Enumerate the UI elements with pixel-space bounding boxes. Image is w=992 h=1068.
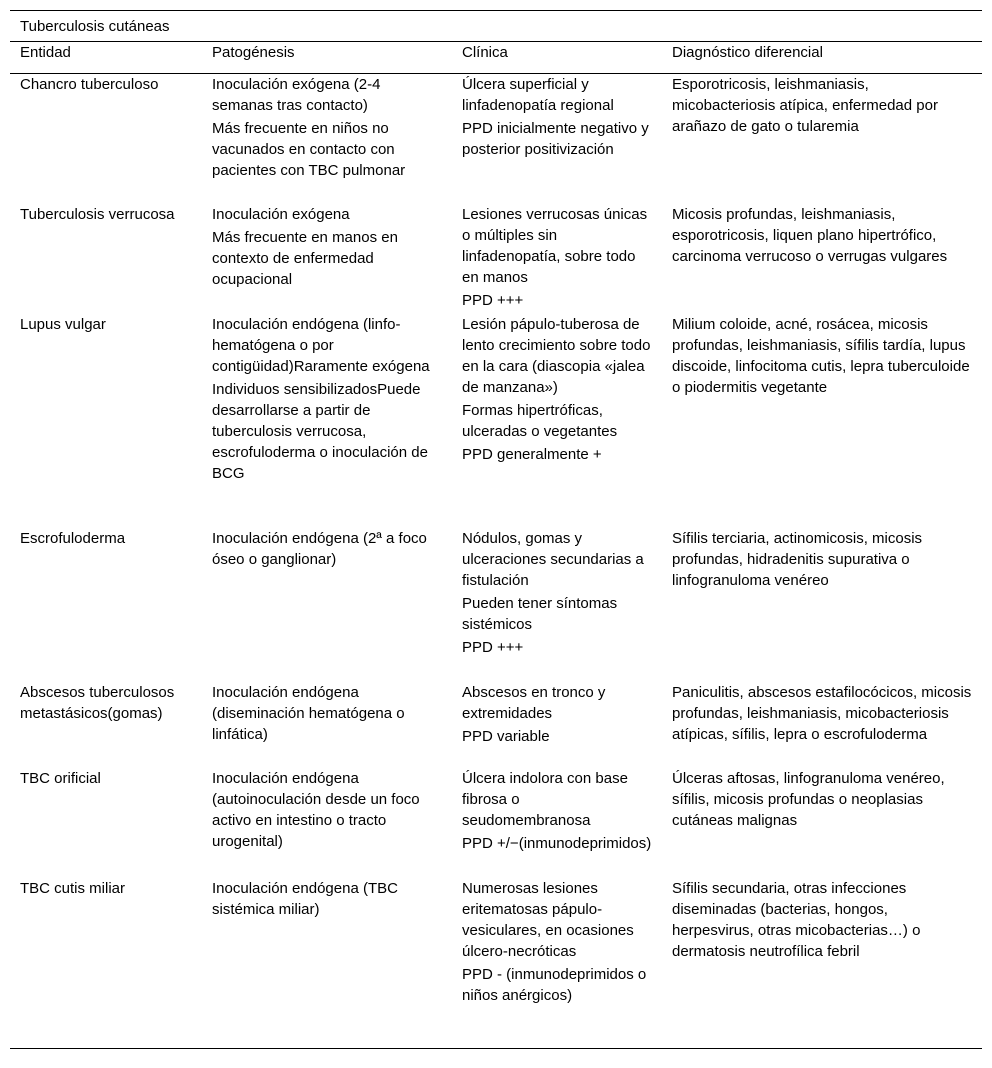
clinica-paragraph: Pueden tener síntomas sistémicos [462, 595, 618, 633]
table-row [10, 878, 982, 1048]
cell-patogenesis [202, 74, 452, 204]
table-bottom-rule [10, 1048, 982, 1049]
table-row [10, 682, 982, 768]
patogenesis-paragraph: Inoculación endógena (2ª a foco óseo o ganglionar) [212, 530, 427, 568]
entidad-text: Lupus vulgar [20, 316, 106, 333]
cell-clinica [452, 768, 662, 878]
clinica-paragraph: Úlcera indolora con base fibrosa o seudomembranosa [462, 770, 628, 829]
cell-entidad [10, 878, 202, 1048]
cell-clinica [452, 204, 662, 314]
table-caption: Tuberculosis cutáneas [10, 10, 982, 42]
entidad-text: Escrofuloderma [20, 530, 126, 547]
cell-patogenesis [202, 878, 452, 1048]
entidad-text: TBC orificial [20, 770, 101, 787]
entidad-text: Abscesos tuberculosos metastásicos(gomas) [20, 684, 175, 722]
cell-diagnostico [662, 878, 982, 1048]
diagnostico-text: Esporotricosis, leishmaniasis, micobacteriosis atípica, enfermedad por arañazo de gato o tularemia [672, 76, 938, 135]
cell-patogenesis [202, 204, 452, 314]
clinica-paragraph: PPD - (inmunodeprimidos o niños anérgicos) [462, 966, 647, 1004]
diagnostico-text: Úlceras aftosas, linfogranuloma venéreo, sífilis, micosis profundas o neoplasias cutáneas malignas [672, 770, 945, 829]
clinica-paragraph: PPD variable [462, 728, 550, 745]
diagnostico-text: Sífilis secundaria, otras infecciones diseminadas (bacterias, hongos, herpesvirus, otras micobacterias…) o dermatosis neutrofílica febril [672, 880, 921, 960]
diagnostico-text: Paniculitis, abscesos estafilocócicos, micosis profundas, leishmaniasis, micobacteriosis atípicas, sífilis, lepra o escrofuloderma [672, 684, 972, 743]
header-diagnostico: Diagnóstico diferencial [672, 44, 823, 61]
patogenesis-paragraph: Inoculación exógena (2-4 semanas tras contacto) [212, 76, 381, 114]
cell-clinica [452, 878, 662, 1048]
header-patogenesis: Patogénesis [212, 44, 295, 61]
cell-entidad [10, 682, 202, 768]
patogenesis-paragraph: Inoculación endógena (linfo-hematógena o por contigüidad)Raramente exógena [212, 316, 430, 375]
cell-clinica [452, 682, 662, 768]
table-body [10, 74, 982, 1048]
cell-diagnostico [662, 528, 982, 682]
patogenesis-paragraph: Inoculación endógena (diseminación hematógena o linfática) [212, 684, 405, 743]
clinica-paragraph: Úlcera superficial y linfadenopatía regional [462, 76, 614, 114]
cell-diagnostico [662, 74, 982, 204]
clinica-paragraph: Formas hipertróficas, ulceradas o vegetantes [462, 402, 618, 440]
table-header-row [10, 42, 982, 74]
cell-clinica [452, 74, 662, 204]
table-row [10, 528, 982, 682]
cell-clinica [452, 528, 662, 682]
clinica-paragraph: Abscesos en tronco y extremidades [462, 684, 606, 722]
patogenesis-paragraph: Inoculación exógena [212, 206, 350, 223]
cell-patogenesis [202, 528, 452, 682]
cell-patogenesis [202, 682, 452, 768]
entidad-text: Tuberculosis verrucosa [20, 206, 175, 223]
cell-entidad [10, 204, 202, 314]
clinica-paragraph: PPD generalmente + [462, 446, 602, 463]
cell-patogenesis [202, 768, 452, 878]
cell-diagnostico [662, 768, 982, 878]
clinica-paragraph: Numerosas lesiones eritematosas pápulo-vesiculares, en ocasiones úlcero-necróticas [462, 880, 634, 960]
clinica-paragraph: PPD +++ [462, 639, 524, 656]
clinica-paragraph: Lesión pápulo-tuberosa de lento crecimiento sobre todo en la cara (diascopia «jalea de manzana») [462, 316, 651, 396]
table-row [10, 314, 982, 528]
clinica-paragraph: Nódulos, gomas y ulceraciones secundarias a fistulación [462, 530, 644, 589]
patogenesis-paragraph: Inoculación endógena (autoinoculación desde un foco activo en intestino o tracto urogenital) [212, 770, 420, 850]
patogenesis-paragraph: Más frecuente en niños no vacunados en contacto con pacientes con TBC pulmonar [212, 120, 406, 179]
clinica-paragraph: PPD +/−(inmunodeprimidos) [462, 835, 652, 852]
cell-clinica [452, 314, 662, 528]
cell-entidad [10, 768, 202, 878]
table-row [10, 768, 982, 878]
table-row [10, 204, 982, 314]
cell-diagnostico [662, 204, 982, 314]
clinica-paragraph: PPD +++ [462, 292, 524, 309]
cell-entidad [10, 74, 202, 204]
patogenesis-paragraph: Más frecuente en manos en contexto de enfermedad ocupacional [212, 229, 398, 288]
diagnostico-text: Micosis profundas, leishmaniasis, esporotricosis, liquen plano hipertrófico, carcinoma verrucoso o verrugas vulgares [672, 206, 948, 265]
cell-patogenesis [202, 314, 452, 528]
entidad-text: Chancro tuberculoso [20, 76, 159, 93]
patogenesis-paragraph: Individuos sensibilizadosPuede desarrollarse a partir de tuberculosis verrucosa, escrofuloderma o inoculación de BCG [212, 381, 428, 482]
table-row [10, 74, 982, 204]
cell-diagnostico [662, 314, 982, 528]
entidad-text: TBC cutis miliar [20, 880, 126, 897]
header-entidad: Entidad [20, 44, 71, 61]
cell-diagnostico [662, 682, 982, 768]
cell-entidad [10, 528, 202, 682]
diagnostico-text: Sífilis terciaria, actinomicosis, micosis profundas, hidradenitis supurativa o linfogranuloma venéreo [672, 530, 923, 589]
tuberculosis-table [10, 10, 982, 1049]
header-clinica: Clínica [462, 44, 508, 61]
clinica-paragraph: PPD inicialmente negativo y posterior positivización [462, 120, 649, 158]
cell-entidad [10, 314, 202, 528]
patogenesis-paragraph: Inoculación endógena (TBC sistémica miliar) [212, 880, 398, 918]
diagnostico-text: Milium coloide, acné, rosácea, micosis profundas, leishmaniasis, sífilis tardía, lupus discoide, linfocitoma cutis, lepra tuberculoide o piodermitis vegetante [672, 316, 970, 396]
clinica-paragraph: Lesiones verrucosas únicas o múltiples sin linfadenopatía, sobre todo en manos [462, 206, 648, 286]
